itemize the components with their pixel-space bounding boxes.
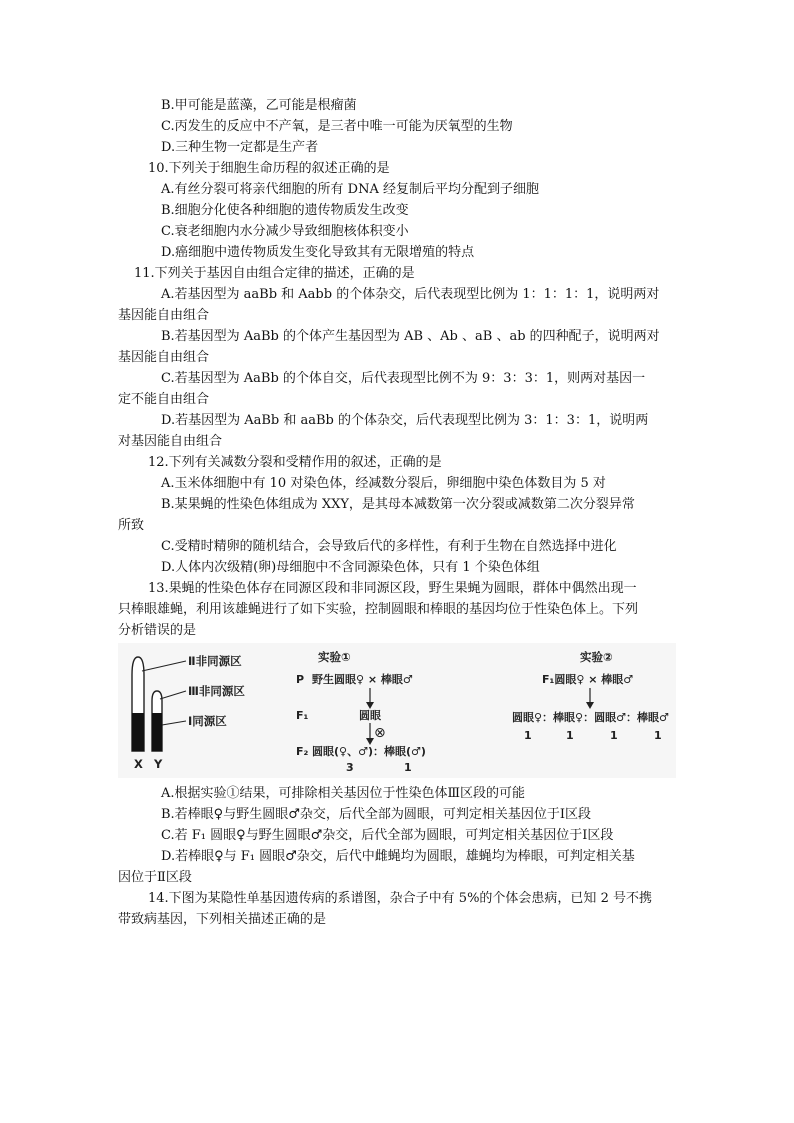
x-homologous-region (132, 713, 144, 751)
exp2-ratio-3: 1 (610, 729, 618, 742)
x-label: X (134, 757, 143, 771)
q10-option-d: D.癌细胞中遗传物质发生变化导致其有无限增殖的特点 (161, 245, 475, 260)
q13-stem-end: 分析错误的是 (118, 623, 197, 638)
q13-stem-cont: 只棒眼雄蝇，利用该雄蝇进行了如下实验，控制圆眼和棒眼的基因均位于性染色体上。下列 (118, 602, 639, 617)
region3-pointer (160, 691, 186, 699)
exp1-ratio-a: 3 (346, 761, 354, 774)
exp1-f1-pheno: 圆眼 (359, 709, 381, 722)
exp2-ratio-2: 1 (566, 729, 574, 742)
region2-pointer (142, 661, 186, 671)
q10-option-c: C.衰老细胞内水分减少导致细胞核体积变小 (161, 224, 409, 239)
exp1-p-cross: 野生圆眼♀ × 棒眼♂ (312, 673, 413, 686)
q13-option-b: B.若棒眼♀与野生圆眼♂杂交，后代全部为圆眼，可判定相关基因位于Ⅰ区段 (161, 807, 591, 822)
q9-option-c: C.丙发生的反应中不产氧，是三者中唯一可能为厌氧型的生物 (161, 119, 513, 134)
region1-pointer (162, 721, 186, 725)
q11-option-b: B.若基因型为 AaBb 的个体产生基因型为 AB 、Ab 、aB 、ab 的四种配子，说明两对 (161, 329, 660, 344)
exp1-arrowhead-2 (366, 738, 374, 745)
exp1-f2-pheno: 圆眼(♀、♂)：棒眼(♂) (312, 745, 426, 758)
q14-stem-cont: 带致病基因，下列相关描述正确的是 (118, 912, 327, 927)
q11-option-c: C.若基因型为 AaBb 的个体自交，后代表现型比例不为 9：3：3：1，则两对基因一 (161, 371, 646, 386)
y-label: Y (154, 757, 163, 771)
region3-label: Ⅲ非同源区 (188, 684, 245, 698)
q12-option-b-cont: 所致 (118, 518, 145, 533)
q11-option-d-cont: 对基因能自由组合 (118, 434, 223, 449)
exp2-offspring: 圆眼♀：棒眼♀：圆眼♂：棒眼♂ (512, 711, 669, 724)
q13-option-a: A.根据实验①结果，可排除相关基因位于性染色体Ⅲ区段的可能 (161, 786, 526, 801)
exp1-arrowhead-1 (366, 702, 374, 709)
exp1-p-label: P (296, 673, 305, 686)
q13-stem: 13.果蝇的性染色体存在同源区段和非同源区段，野生果蝇为圆眼，群体中偶然出现一 (148, 581, 637, 596)
y-homologous-region (152, 713, 162, 751)
region1-label: Ⅰ同源区 (188, 714, 227, 728)
q12-option-b: B.某果蝇的性染色体组成为 XXY，是其母本减数第一次分裂或减数第二次分裂异常 (161, 497, 635, 512)
exp1-f1-label: F₁ (296, 709, 309, 722)
exp2-arrowhead (586, 702, 594, 709)
q12-option-d: D.人体内次级精(卵)母细胞中不含同源染色体，只有 1 个染色体组 (161, 560, 540, 575)
exp1-ratio-b: 1 (404, 761, 412, 774)
exp2-ratio-1: 1 (524, 729, 532, 742)
q12-stem: 12.下列有关减数分裂和受精作用的叙述，正确的是 (148, 455, 442, 470)
sex-chromosome-diagram (132, 654, 245, 771)
q13-option-c: C.若 F₁ 圆眼♀与野生圆眼♂杂交，后代全部为圆眼，可判定相关基因位于Ⅰ区段 (161, 828, 614, 843)
figure-svg (118, 643, 676, 778)
region2-label: Ⅱ非同源区 (188, 654, 242, 668)
q11-option-a-cont: 基因能自由组合 (118, 308, 210, 323)
q11-option-c-cont: 定不能自由组合 (118, 392, 210, 407)
q11-option-a: A.若基因型为 aaBb 和 Aabb 的个体杂交，后代表现型比例为 1：1：1：1，说明两对 (161, 287, 660, 302)
q9-option-d: D.三种生物一定都是生产者 (161, 140, 319, 155)
exp1-title: 实验① (318, 650, 351, 664)
experiment-2 (512, 650, 669, 742)
exp1-self-symbol: ⊗ (374, 725, 386, 741)
q13-option-d-cont: 因位于Ⅱ区段 (118, 870, 192, 885)
exp2-cross: F₁圆眼♀ × 棒眼♂ (542, 673, 634, 686)
q11-option-b-cont: 基因能自由组合 (118, 350, 210, 365)
q10-option-b: B.细胞分化使各种细胞的遗传物质发生改变 (161, 203, 409, 218)
q11-option-d: D.若基因型为 AaBb 和 aaBb 的个体杂交，后代表现型比例为 3：1：3：1，说明两 (161, 413, 649, 428)
q12-option-a: A.玉米体细胞中有 10 对染色体，经减数分裂后，卵细胞中染色体数目为 5 对 (161, 476, 606, 491)
q10-option-a: A.有丝分裂可将亲代细胞的所有 DNA 经复制后平均分配到子细胞 (161, 182, 539, 197)
q12-option-c: C.受精时精卵的随机结合，会导致后代的多样性，有利于生物在自然选择中进化 (161, 539, 617, 554)
experiment-figure (118, 643, 676, 778)
q11-stem: 11.下列关于基因自由组合定律的描述，正确的是 (134, 266, 415, 281)
q14-stem: 14.下图为某隐性单基因遗传病的系谱图，杂合子中有 5%的个体会患病，已知 2 号不携 (148, 891, 652, 906)
exp2-title: 实验② (580, 650, 613, 664)
q13-option-d: D.若棒眼♀与 F₁ 圆眼♂杂交，后代中雌蝇均为圆眼，雄蝇均为棒眼，可判定相关基 (161, 849, 635, 864)
q10-stem: 10.下列关于细胞生命历程的叙述正确的是 (148, 161, 390, 176)
exp2-ratio-4: 1 (654, 729, 662, 742)
q9-option-b: B.甲可能是蓝藻，乙可能是根瘤菌 (161, 98, 357, 113)
exp1-f2-label: F₂ (296, 745, 309, 758)
experiment-1 (296, 650, 426, 774)
